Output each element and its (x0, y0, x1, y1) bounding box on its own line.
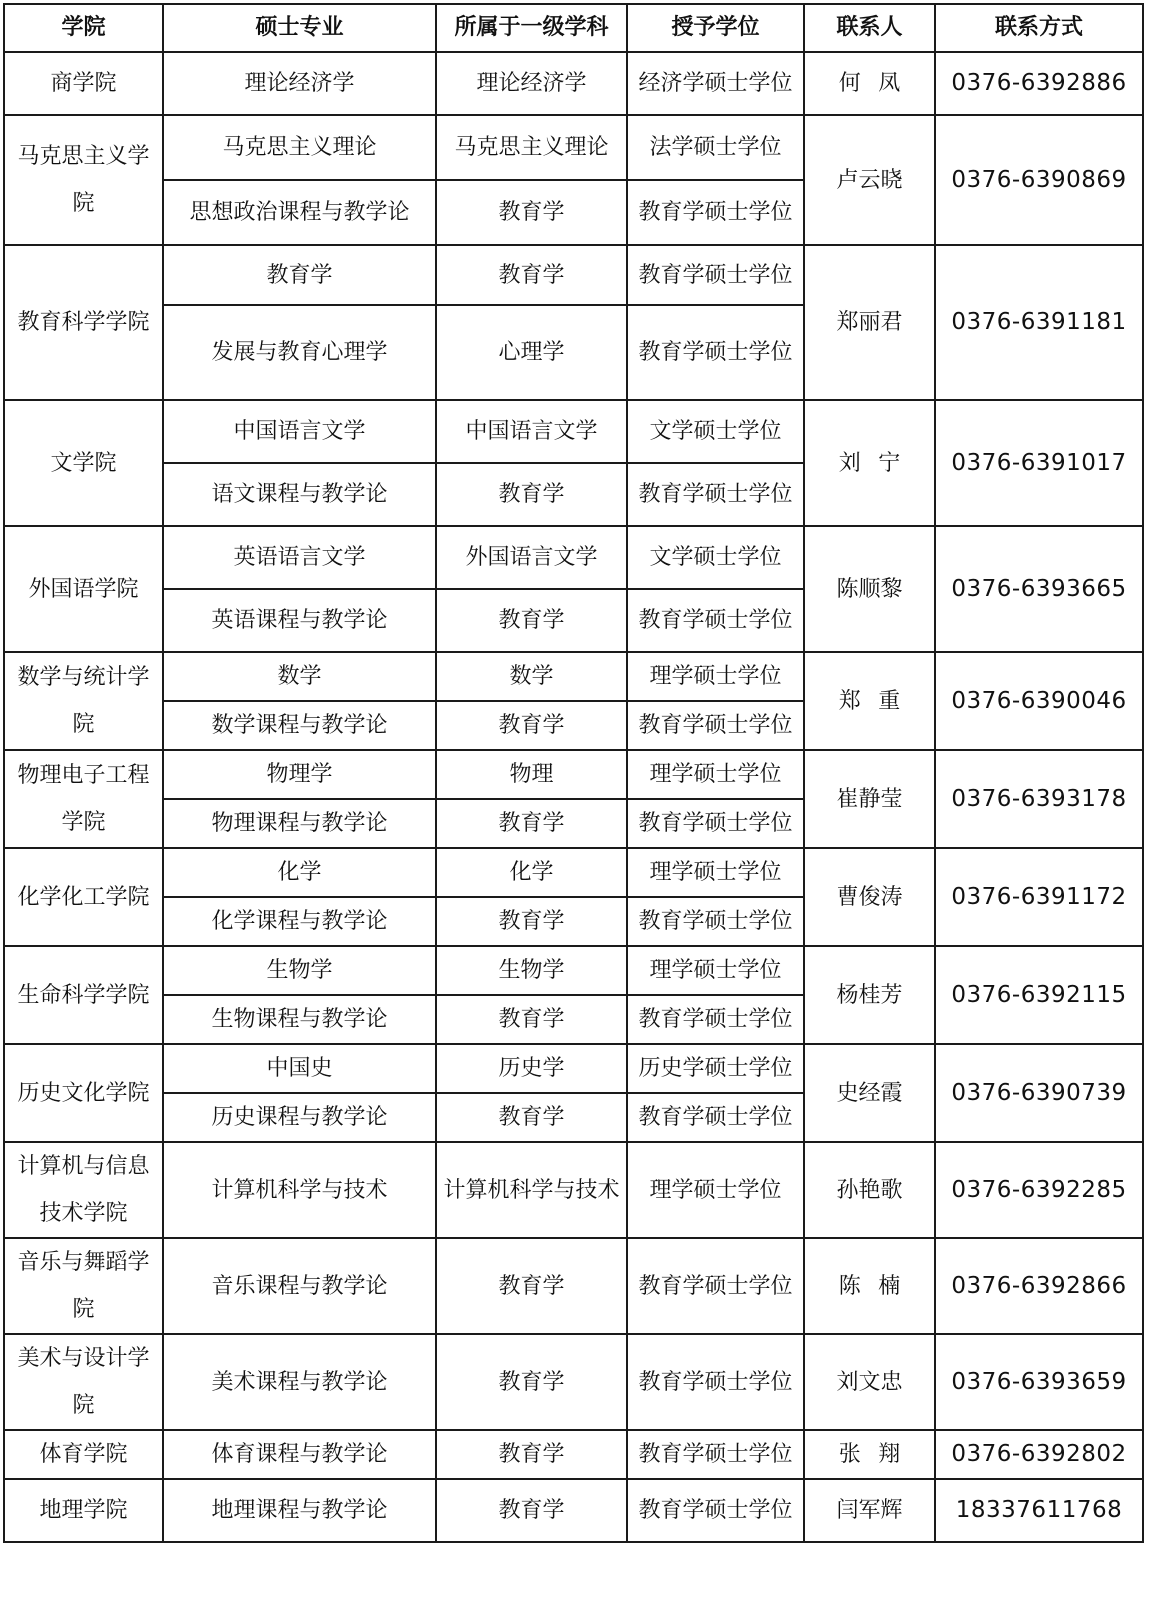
contact-cell: 刘文忠 (804, 1334, 935, 1430)
major-cell: 化学 (163, 848, 436, 897)
degree-cell: 文学硕士学位 (627, 526, 804, 589)
college-cell: 马克思主义学院 (4, 115, 163, 245)
phone-cell: 18337611768 (935, 1479, 1143, 1542)
college-cell: 生命科学学院 (4, 946, 163, 1044)
major-cell: 中国语言文学 (163, 400, 436, 463)
discipline-cell: 物理 (436, 750, 627, 799)
degree-cell: 教育学硕士学位 (627, 1093, 804, 1142)
degree-cell: 历史学硕士学位 (627, 1044, 804, 1093)
major-cell: 生物课程与教学论 (163, 995, 436, 1044)
phone-cell: 0376-6391017 (935, 400, 1143, 526)
major-cell: 物理学 (163, 750, 436, 799)
contact-cell: 何凤 (804, 52, 935, 115)
table-row (4, 1334, 1143, 1430)
header-discipline: 所属于一级学科 (436, 4, 627, 52)
degree-cell: 教育学硕士学位 (627, 589, 804, 652)
contact-cell: 孙艳歌 (804, 1142, 935, 1238)
degree-cell: 教育学硕士学位 (627, 463, 804, 526)
major-cell: 英语语言文学 (163, 526, 436, 589)
major-cell: 历史课程与教学论 (163, 1093, 436, 1142)
discipline-cell: 教育学 (436, 589, 627, 652)
table-row (4, 946, 1143, 995)
phone-cell: 0376-6390046 (935, 652, 1143, 750)
degree-cell: 法学硕士学位 (627, 115, 804, 180)
header-major: 硕士专业 (163, 4, 436, 52)
discipline-cell: 中国语言文学 (436, 400, 627, 463)
table-row (4, 245, 1143, 305)
phone-cell: 0376-6393659 (935, 1334, 1143, 1430)
college-cell: 物理电子工程学院 (4, 750, 163, 848)
major-cell: 计算机科学与技术 (163, 1142, 436, 1238)
contact-cell: 陈顺黎 (804, 526, 935, 652)
discipline-cell: 化学 (436, 848, 627, 897)
program-table-wrapper (3, 3, 1144, 1543)
major-cell: 教育学 (163, 245, 436, 305)
phone-cell: 0376-6392886 (935, 52, 1143, 115)
header-phone: 联系方式 (935, 4, 1143, 52)
college-cell: 体育学院 (4, 1430, 163, 1479)
table-row (4, 1142, 1143, 1238)
contact-cell: 陈楠 (804, 1238, 935, 1334)
discipline-cell: 生物学 (436, 946, 627, 995)
phone-cell: 0376-6393665 (935, 526, 1143, 652)
discipline-cell: 教育学 (436, 1238, 627, 1334)
phone-cell: 0376-6392866 (935, 1238, 1143, 1334)
major-cell: 美术课程与教学论 (163, 1334, 436, 1430)
discipline-cell: 计算机科学与技术 (436, 1142, 627, 1238)
discipline-cell: 教育学 (436, 245, 627, 305)
phone-cell: 0376-6393178 (935, 750, 1143, 848)
degree-cell: 理学硕士学位 (627, 848, 804, 897)
phone-cell: 0376-6392285 (935, 1142, 1143, 1238)
major-cell: 体育课程与教学论 (163, 1430, 436, 1479)
college-cell: 教育科学学院 (4, 245, 163, 400)
table-row (4, 1479, 1143, 1542)
header-college: 学院 (4, 4, 163, 52)
major-cell: 英语课程与教学论 (163, 589, 436, 652)
discipline-cell: 教育学 (436, 1334, 627, 1430)
table-row (4, 1430, 1143, 1479)
college-cell: 外国语学院 (4, 526, 163, 652)
degree-cell: 教育学硕士学位 (627, 701, 804, 750)
table-row (4, 750, 1143, 799)
table-row (4, 1238, 1143, 1334)
discipline-cell: 历史学 (436, 1044, 627, 1093)
discipline-cell: 教育学 (436, 701, 627, 750)
phone-cell: 0376-6391181 (935, 245, 1143, 400)
degree-cell: 经济学硕士学位 (627, 52, 804, 115)
discipline-cell: 教育学 (436, 799, 627, 848)
major-cell: 思想政治课程与教学论 (163, 180, 436, 245)
discipline-cell: 教育学 (436, 897, 627, 946)
major-cell: 发展与教育心理学 (163, 305, 436, 400)
degree-cell: 教育学硕士学位 (627, 1479, 804, 1542)
degree-cell: 教育学硕士学位 (627, 180, 804, 245)
degree-cell: 理学硕士学位 (627, 1142, 804, 1238)
discipline-cell: 教育学 (436, 180, 627, 245)
degree-cell: 教育学硕士学位 (627, 1430, 804, 1479)
table-row (4, 1044, 1143, 1093)
degree-cell: 教育学硕士学位 (627, 897, 804, 946)
table-header (4, 4, 1143, 52)
discipline-cell: 理论经济学 (436, 52, 627, 115)
degree-cell: 教育学硕士学位 (627, 1334, 804, 1430)
contact-cell: 崔静莹 (804, 750, 935, 848)
degree-cell: 理学硕士学位 (627, 652, 804, 701)
degree-cell: 教育学硕士学位 (627, 799, 804, 848)
contact-cell: 郑丽君 (804, 245, 935, 400)
table-row (4, 115, 1143, 180)
degree-cell: 理学硕士学位 (627, 750, 804, 799)
degree-cell: 教育学硕士学位 (627, 995, 804, 1044)
table-row (4, 848, 1143, 897)
major-cell: 语文课程与教学论 (163, 463, 436, 526)
degree-cell: 文学硕士学位 (627, 400, 804, 463)
table-row (4, 526, 1143, 589)
college-cell: 数学与统计学院 (4, 652, 163, 750)
table-row (4, 52, 1143, 115)
discipline-cell: 教育学 (436, 1093, 627, 1142)
major-cell: 马克思主义理论 (163, 115, 436, 180)
college-cell: 文学院 (4, 400, 163, 526)
phone-cell: 0376-6392115 (935, 946, 1143, 1044)
contact-cell: 卢云晓 (804, 115, 935, 245)
degree-cell: 教育学硕士学位 (627, 305, 804, 400)
major-cell: 物理课程与教学论 (163, 799, 436, 848)
major-cell: 地理课程与教学论 (163, 1479, 436, 1542)
table-row (4, 400, 1143, 463)
phone-cell: 0376-6391172 (935, 848, 1143, 946)
program-table (3, 3, 1144, 1543)
college-cell: 美术与设计学院 (4, 1334, 163, 1430)
contact-cell: 郑重 (804, 652, 935, 750)
discipline-cell: 教育学 (436, 463, 627, 526)
discipline-cell: 马克思主义理论 (436, 115, 627, 180)
college-cell: 化学化工学院 (4, 848, 163, 946)
major-cell: 音乐课程与教学论 (163, 1238, 436, 1334)
discipline-cell: 教育学 (436, 1430, 627, 1479)
college-cell: 音乐与舞蹈学院 (4, 1238, 163, 1334)
header-degree: 授予学位 (627, 4, 804, 52)
contact-cell: 杨桂芳 (804, 946, 935, 1044)
major-cell: 中国史 (163, 1044, 436, 1093)
discipline-cell: 外国语言文学 (436, 526, 627, 589)
degree-cell: 教育学硕士学位 (627, 245, 804, 305)
header-row (4, 4, 1143, 52)
phone-cell: 0376-6392802 (935, 1430, 1143, 1479)
contact-cell: 曹俊涛 (804, 848, 935, 946)
college-cell: 地理学院 (4, 1479, 163, 1542)
major-cell: 数学课程与教学论 (163, 701, 436, 750)
phone-cell: 0376-6390739 (935, 1044, 1143, 1142)
contact-cell: 刘宁 (804, 400, 935, 526)
discipline-cell: 教育学 (436, 1479, 627, 1542)
contact-cell: 张翔 (804, 1430, 935, 1479)
degree-cell: 理学硕士学位 (627, 946, 804, 995)
table-row (4, 652, 1143, 701)
major-cell: 理论经济学 (163, 52, 436, 115)
discipline-cell: 数学 (436, 652, 627, 701)
college-cell: 商学院 (4, 52, 163, 115)
contact-cell: 史经霞 (804, 1044, 935, 1142)
table-body (4, 52, 1143, 1542)
phone-cell: 0376-6390869 (935, 115, 1143, 245)
contact-cell: 闫军辉 (804, 1479, 935, 1542)
discipline-cell: 心理学 (436, 305, 627, 400)
major-cell: 生物学 (163, 946, 436, 995)
major-cell: 数学 (163, 652, 436, 701)
major-cell: 化学课程与教学论 (163, 897, 436, 946)
degree-cell: 教育学硕士学位 (627, 1238, 804, 1334)
discipline-cell: 教育学 (436, 995, 627, 1044)
header-contact: 联系人 (804, 4, 935, 52)
college-cell: 历史文化学院 (4, 1044, 163, 1142)
college-cell: 计算机与信息技术学院 (4, 1142, 163, 1238)
